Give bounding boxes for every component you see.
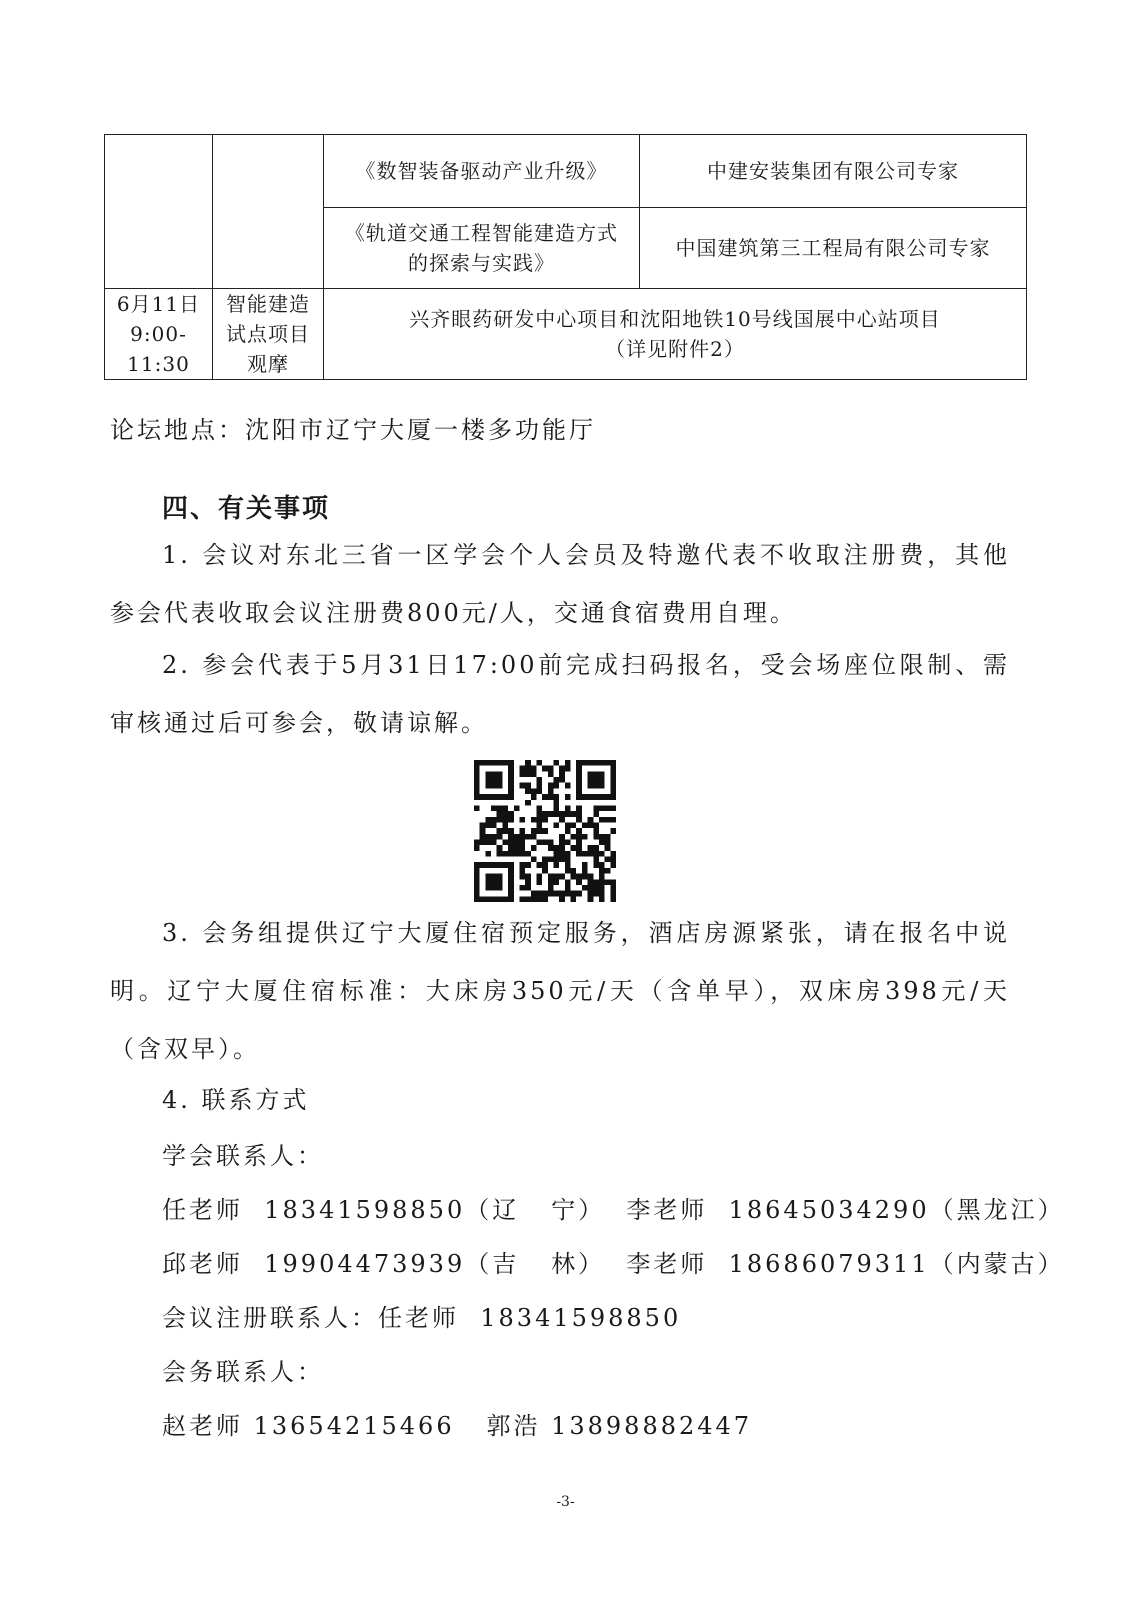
item-2-text: 2. 参会代表于5月31日17:00前完成扫码报名，受会场座位限制、需审核通过后可参会，敬请谅解。: [110, 651, 1010, 737]
item-3-text: 3. 会务组提供辽宁大厦住宿预定服务，酒店房源紧张，请在报名中说明。辽宁大厦住宿标准：大床房350元/天（含单早），双床房398元/天（含双早）。: [110, 919, 1010, 1063]
schedule-table: [104, 134, 1027, 380]
page-number: -3-: [556, 1494, 575, 1510]
table-row: [105, 289, 1027, 380]
table-cell-topic: 《数智装备驱动产业升级》: [324, 135, 640, 208]
table-cell-topic: 《轨道交通工程智能建造方式 的探索与实践》: [324, 208, 640, 289]
table-cell-date: 6月11日 9:00- 11:30: [105, 289, 213, 380]
affairs-contact-label: 会务联系人：: [162, 1358, 324, 1386]
item-1-text: 1. 会议对东北三省一区学会个人会员及特邀代表不收取注册费，其他参会代表收取会议注册费800元/人，交通食宿费用自理。: [110, 541, 1010, 627]
table-cell-speaker: 中国建筑第三工程局有限公司专家: [640, 208, 1027, 289]
table-cell-speaker: 中建安装集团有限公司专家: [640, 135, 1027, 208]
society-contact-label: 学会联系人：: [162, 1142, 324, 1170]
affairs-contacts: 赵老师 13654215466 郭浩 13898882447: [162, 1412, 753, 1440]
table-cell-date: [105, 135, 213, 289]
item-4-title: 4. 联系方式: [162, 1086, 310, 1114]
table-cell-activity: [213, 135, 324, 289]
table-row: [105, 135, 1027, 208]
registration-contact: 会议注册联系人：任老师 18341598850: [162, 1304, 682, 1332]
contacts-row-2: 邱老师 19904473939（吉 林） 李老师 18686079311（内蒙古）: [162, 1250, 1065, 1278]
qr-code-icon: [474, 760, 616, 902]
table-cell-activity: 智能建造 试点项目 观摩: [213, 289, 324, 380]
contacts-row-1: 任老师 18341598850（辽 宁） 李老师 18645034290（黑龙江）: [162, 1196, 1065, 1224]
table-cell-detail: 兴齐眼药研发中心项目和沈阳地铁10号线国展中心站项目 （详见附件2）: [324, 289, 1027, 380]
venue-text: 论坛地点：沈阳市辽宁大厦一楼多功能厅: [110, 416, 596, 444]
section-heading: 四、有关事项: [162, 494, 331, 524]
